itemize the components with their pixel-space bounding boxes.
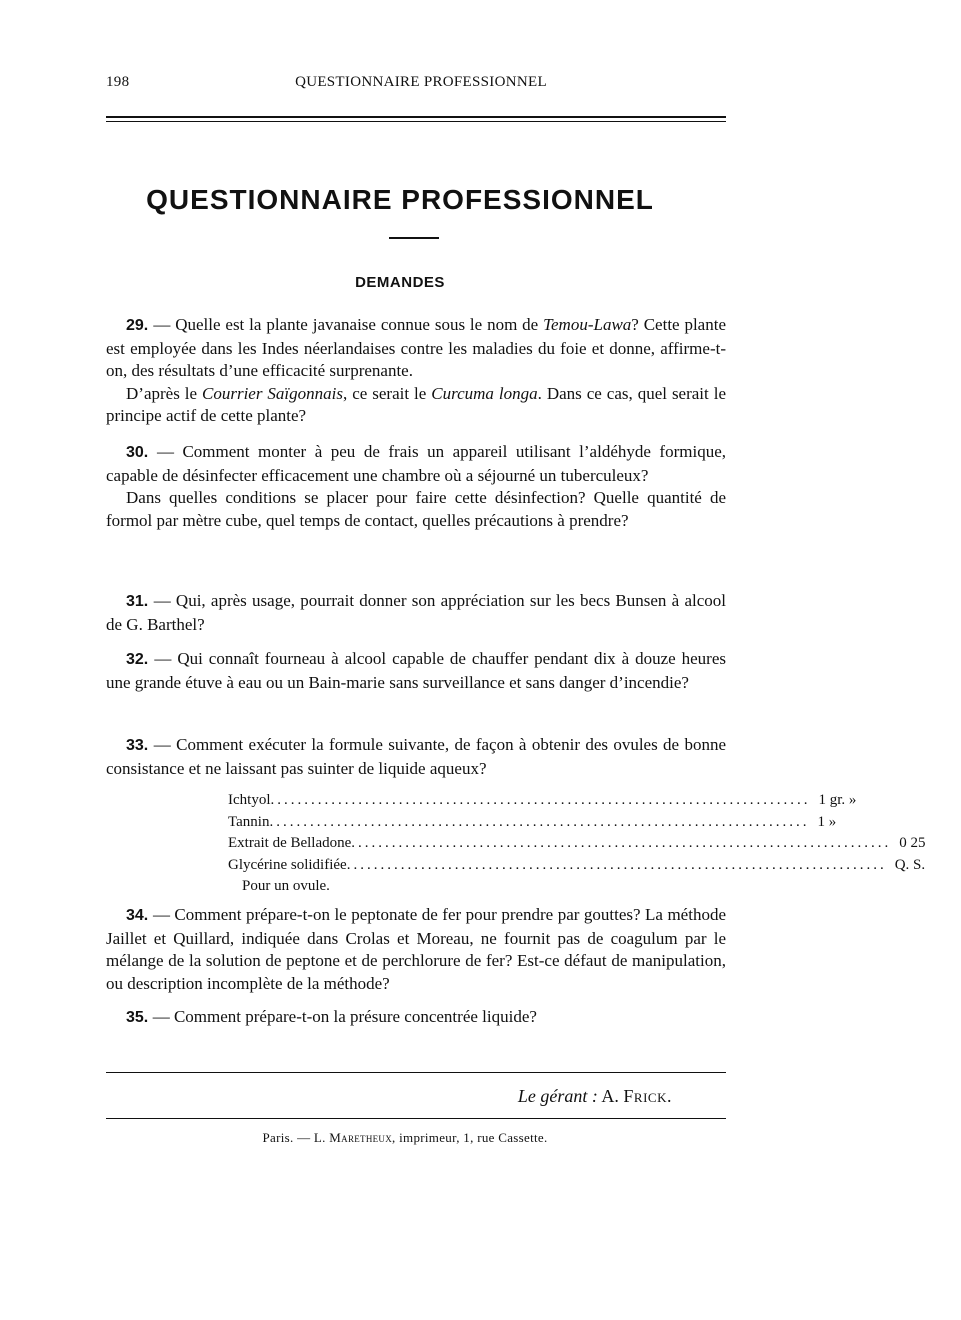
question-paragraph: 30. — Comment monter à peu de frais un appareil utilisant l’aldéhyde formique, capable de désinfecter efficacement une chambre où a séjourné un tuberculeux? bbox=[106, 442, 726, 485]
formula-note: Pour un ovule. bbox=[242, 878, 330, 894]
question-paragraph: 32. — Qui connaît fourneau à alcool capable de chauffer pendant dix à douze heures une grande étuve à eau ou un Bain-marie sans surveillance et sans danger d’incendie? bbox=[106, 649, 727, 692]
question-30 bbox=[106, 441, 726, 532]
question-34 bbox=[106, 904, 726, 995]
running-title: QUESTIONNAIRE PROFESSIONNEL bbox=[295, 74, 547, 90]
question-paragraph: 35. — Comment prépare-t-on la présure concentrée liquide? bbox=[126, 1007, 537, 1026]
question-paragraph: D’après le Courrier Saïgonnais, ce serait le Curcuma longa. Dans ce cas, quel serait le principe actif de cette plante? bbox=[106, 383, 726, 425]
ingredient-name: Extrait de Belladone bbox=[228, 835, 352, 851]
leader-dots: ................................................................................ bbox=[270, 792, 811, 808]
title-divider bbox=[389, 237, 439, 239]
question-number: 33. bbox=[126, 737, 154, 754]
printer-suffix: , imprimeur, 1, rue Cassette. bbox=[392, 1130, 548, 1145]
leader-dots: ................................................................................ bbox=[269, 813, 810, 830]
question-paragraph: 34. — Comment prépare-t-on le peptonate de fer pour prendre par gouttes? La méthode Jaillet et Quillard, indiquée dans Crolas et Moreau, ne fournit pas de coagulum par le mélange de la solution de peptone et de perchlorure de fer? Est-ce défaut de manipulation, ou description incomplète de la méthode? bbox=[106, 905, 727, 993]
question-number: 34. bbox=[126, 907, 153, 924]
question-33 bbox=[106, 734, 726, 780]
question-35 bbox=[106, 1006, 726, 1030]
header-rule bbox=[106, 116, 726, 122]
question-29 bbox=[106, 314, 726, 428]
question-number: 29. bbox=[126, 317, 154, 334]
question-paragraph: 31. — Qui, après usage, pourrait donner son appréciation sur les becs Bunsen à alcool de G. Barthel? bbox=[106, 591, 726, 634]
ingredient-quantity: 0 25 bbox=[899, 835, 926, 851]
ingredient-name: Tannin bbox=[228, 813, 270, 830]
running-header bbox=[106, 74, 726, 94]
ingredient-name: Glycérine solidifiée bbox=[228, 856, 347, 873]
footer-rule-bottom bbox=[106, 1118, 726, 1119]
formula-row bbox=[228, 855, 926, 877]
italic-term: Courrier Saïgonnais bbox=[202, 383, 343, 403]
question-number: 30. bbox=[126, 444, 157, 461]
signature-name: Frick. bbox=[623, 1086, 672, 1106]
ingredient-quantity: 1 gr. » bbox=[818, 792, 857, 808]
formula-row bbox=[228, 790, 857, 812]
question-paragraph: Dans quelles conditions se placer pour faire cette désinfection? Quelle quantité de formol par mètre cube, quel temps de contact, quelles précautions à prendre? bbox=[106, 488, 726, 530]
page-title: QUESTIONNAIRE PROFESSIONNEL bbox=[146, 184, 654, 215]
question-number: 35. bbox=[126, 1009, 153, 1026]
printer-prefix: Paris. — L. bbox=[262, 1130, 326, 1145]
ingredient-quantity: 1 » bbox=[817, 813, 837, 830]
printer-name: Maretheux bbox=[329, 1130, 393, 1145]
leader-dots: ................................................................................ bbox=[351, 835, 892, 851]
ingredient-name: Ichtyol bbox=[228, 792, 271, 808]
question-paragraph: 33. — Comment exécuter la formule suivante, de façon à obtenir des ovules de bonne consistance et ne laissant pas suinter de liquide aqueux? bbox=[106, 735, 726, 778]
leader-dots: ................................................................................ bbox=[346, 856, 887, 873]
question-number: 32. bbox=[126, 651, 155, 668]
italic-term: Curcuma longa bbox=[431, 383, 538, 403]
question-31 bbox=[106, 590, 726, 636]
signature-initial: A. bbox=[601, 1086, 619, 1106]
section-heading: DEMANDES bbox=[355, 274, 445, 291]
formula-row bbox=[228, 812, 837, 834]
signature-line bbox=[106, 1086, 672, 1107]
printer-imprint bbox=[0, 1130, 800, 1146]
question-paragraph: 29. — Quelle est la plante javanaise connue sous le nom de Temou-Lawa? Cette plante est employée dans les Indes néerlandaises contre les maladies du foie et donne, affirme-t-on, des résultats d’une efficacité surprenante. bbox=[106, 315, 726, 380]
footer-rule-top bbox=[106, 1072, 726, 1073]
formula-row bbox=[228, 833, 926, 855]
italic-term: Temou-Lawa bbox=[543, 315, 632, 334]
question-32 bbox=[106, 648, 726, 694]
signature-role: Le gérant : bbox=[517, 1086, 598, 1106]
formula-table bbox=[228, 790, 926, 898]
page-number: 198 bbox=[106, 74, 130, 90]
ingredient-quantity: Q. S. bbox=[894, 856, 926, 873]
question-number: 31. bbox=[126, 593, 154, 610]
